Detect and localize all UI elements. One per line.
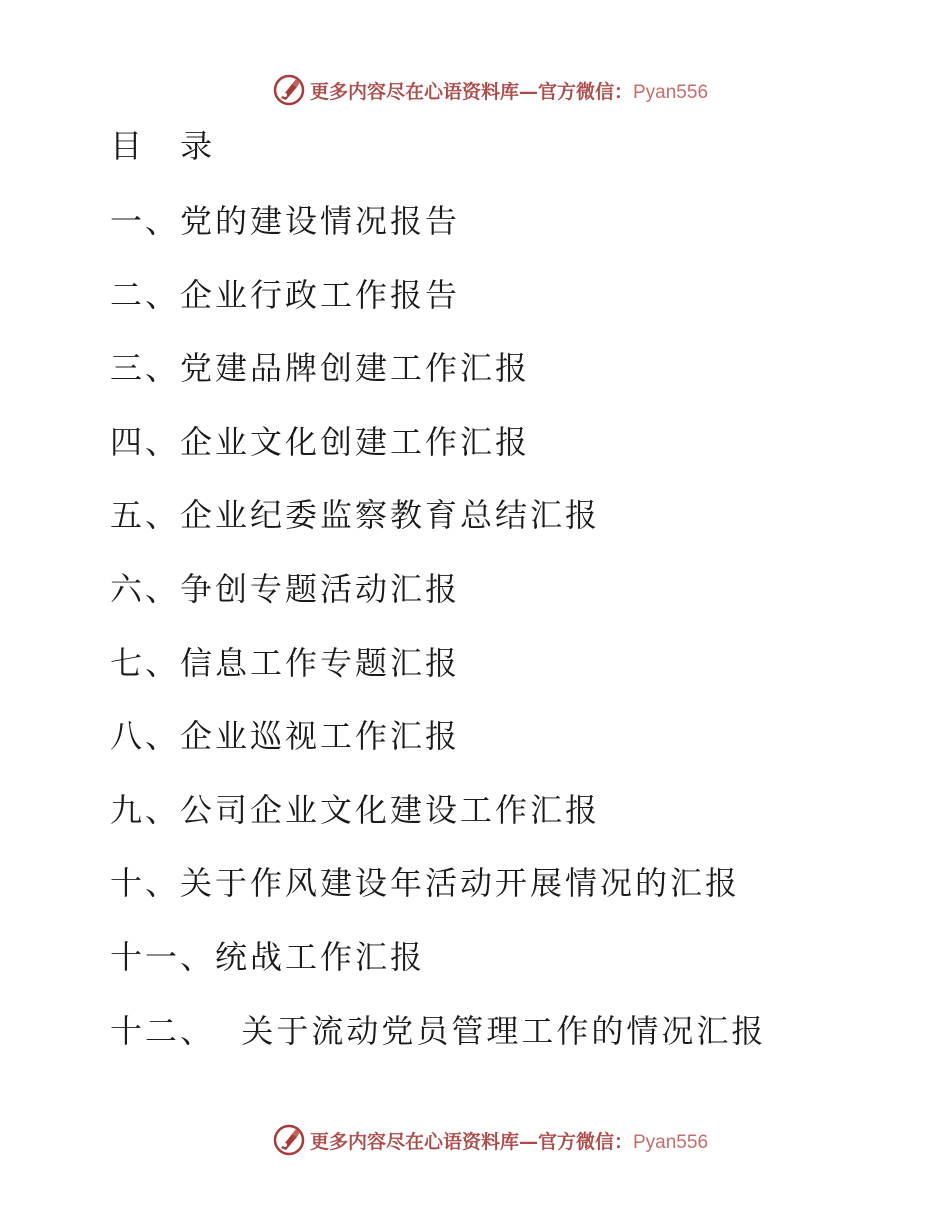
toc-item: 十一、统战工作汇报	[110, 937, 426, 976]
header-watermark-text	[310, 77, 708, 104]
footer-watermark-label: 更多内容尽在心语资料库—官方微信：	[309, 1130, 633, 1153]
footer-watermark-text	[310, 1127, 708, 1154]
toc-item: 六、争创专题活动汇报	[110, 569, 461, 608]
footer-watermark-inner	[242, 1123, 708, 1157]
toc-item: 二、企业行政工作报告	[110, 275, 461, 314]
toc-title: 目 录	[110, 127, 227, 165]
header-watermark-label: 更多内容尽在心语资料库—官方微信：	[309, 80, 633, 103]
footer-watermark-banner	[0, 1120, 950, 1160]
header-watermark-banner	[0, 70, 950, 110]
toc-item: 九、公司企业文化建设工作汇报	[110, 790, 601, 829]
toc-item: 一、党的建设情况报告	[110, 202, 461, 240]
toc-item: 十、关于作风建设年活动开展情况的汇报	[110, 864, 741, 903]
toc-item: 四、企业文化创建工作汇报	[110, 422, 531, 461]
pen-nib-logo-icon	[272, 1123, 306, 1157]
toc-item: 三、党建品牌创建工作汇报	[110, 349, 531, 388]
toc-item: 五、企业纪委监察教育总结汇报	[110, 496, 601, 535]
pen-nib-logo-icon	[272, 73, 306, 107]
toc-list	[110, 195, 766, 1078]
header-watermark-inner	[242, 73, 708, 107]
toc-item: 十二、 关于流动党员管理工作的情况汇报	[110, 1011, 767, 1050]
footer-wechat-id: Pyan556	[633, 1131, 709, 1153]
toc-item: 七、信息工作专题汇报	[110, 643, 461, 682]
toc-item: 八、企业巡视工作汇报	[110, 717, 461, 756]
header-wechat-id: Pyan556	[633, 81, 709, 103]
